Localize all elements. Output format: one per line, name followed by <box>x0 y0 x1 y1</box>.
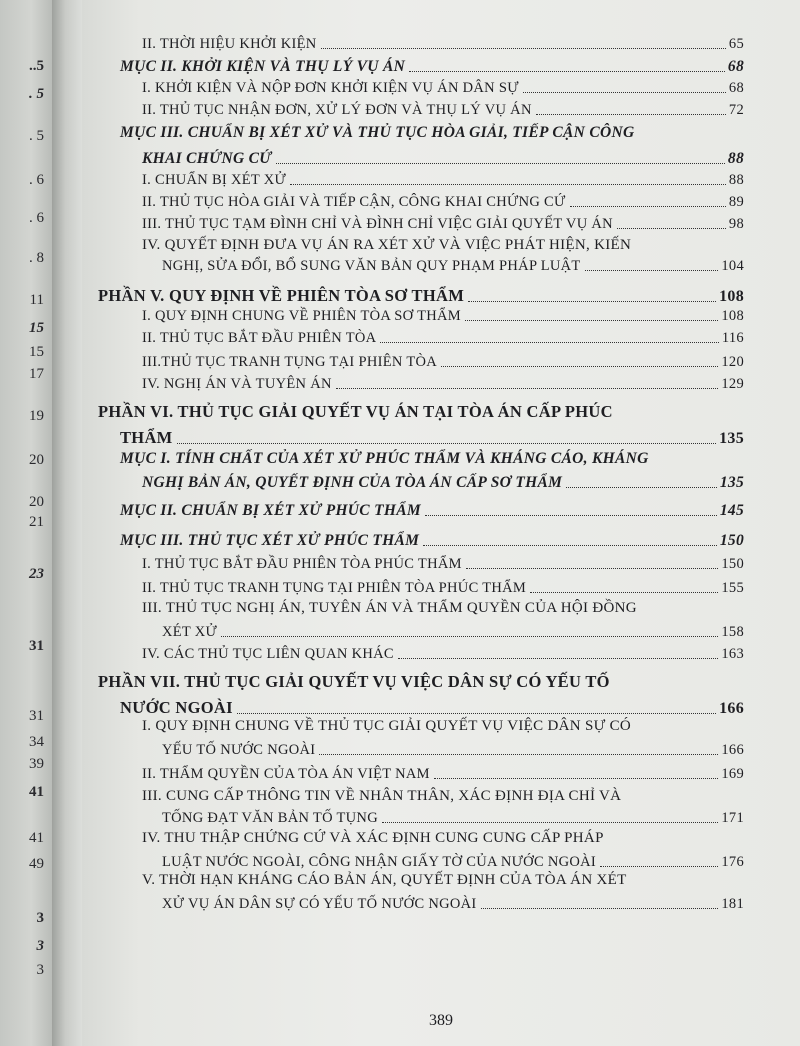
toc-entry-page: 181 <box>721 896 744 912</box>
toc-entry <box>142 150 744 168</box>
toc-entry-page: 150 <box>721 556 744 572</box>
toc-entry <box>98 286 744 306</box>
toc-entry-line1: III. THỦ TỤC NGHỊ ÁN, TUYÊN ÁN VÀ THẨM QUYỀN CỦA HỘI ĐỒNG <box>142 600 637 616</box>
toc-entry-line1: III. CUNG CẤP THÔNG TIN VỀ NHÂN THÂN, XÁC ĐỊNH ĐỊA CHỈ VÀ <box>142 788 622 804</box>
leader-dots <box>566 487 717 488</box>
leader-dots <box>319 754 718 755</box>
toc-entry-line1: IV. THU THẬP CHỨNG CỨ VÀ XÁC ĐỊNH CUNG CUNG CẤP PHÁP <box>142 830 604 846</box>
toc-entry <box>120 428 744 448</box>
left-page-number: 31 <box>29 638 44 654</box>
left-page-number: 3 <box>36 910 44 926</box>
book-gutter <box>52 0 82 1046</box>
toc-entry-title: MỤC II. CHUẨN BỊ XÉT XỬ PHÚC THẨM <box>120 502 421 519</box>
leader-dots <box>530 592 718 593</box>
toc-entry-title: NGHỊ BẢN ÁN, QUYẾT ĐỊNH CỦA TÒA ÁN CẤP SƠ THẨM <box>142 474 563 491</box>
toc-entry-page: 68 <box>728 80 744 96</box>
toc-entry <box>162 258 744 275</box>
toc-entry <box>142 646 744 663</box>
leader-dots <box>380 342 718 343</box>
leader-dots <box>237 713 716 714</box>
toc-entry-line1: PHẦN VII. THỦ TỤC GIẢI QUYẾT VỤ VIỆC DÂN SỰ CÓ YẾU TỐ <box>98 672 610 691</box>
left-page-number: 17 <box>29 366 44 382</box>
toc-entry-page: 158 <box>721 624 744 640</box>
left-page-number: 23 <box>29 566 44 582</box>
toc-entry-page: 129 <box>721 376 744 392</box>
leader-dots <box>617 228 726 229</box>
toc-entry <box>120 532 744 550</box>
toc-entry <box>142 308 744 325</box>
leader-dots <box>434 778 718 779</box>
toc-entry-title: NƯỚC NGOÀI <box>120 698 233 717</box>
toc-entry-page: 176 <box>721 854 744 870</box>
toc-entry-line1: IV. QUYẾT ĐỊNH ĐƯA VỤ ÁN RA XÉT XỬ VÀ VIỆC PHÁT HIỆN, KIẾN <box>142 237 632 253</box>
toc-entry-title: LUẬT NƯỚC NGOÀI, CÔNG NHẬN GIẤY TỜ CỦA NƯỚC NGOÀI <box>162 854 597 870</box>
left-page-number: 19 <box>29 408 44 424</box>
left-page-number: 21 <box>29 514 44 530</box>
toc-entry <box>142 580 744 597</box>
toc-entry-title: I. CHUẨN BỊ XÉT XỬ <box>142 172 287 188</box>
leader-dots <box>398 658 718 659</box>
toc-entry-page: 150 <box>719 532 744 549</box>
left-page-number: 41 <box>29 830 44 846</box>
leader-dots <box>221 636 718 637</box>
toc-entry-page: 72 <box>728 102 744 118</box>
toc-entry-title: KHAI CHỨNG CỨ <box>142 150 272 167</box>
toc-entry-page: 88 <box>727 150 744 167</box>
leader-dots <box>425 515 717 516</box>
toc-entry-title: IV. NGHỊ ÁN VÀ TUYÊN ÁN <box>142 376 332 392</box>
toc-entry-title: II. THẨM QUYỀN CỦA TÒA ÁN VIỆT NAM <box>142 766 430 782</box>
toc-page <box>82 0 800 1046</box>
toc-entry-title: NGHỊ, SỬA ĐỔI, BỔ SUNG VĂN BẢN QUY PHẠM PHÁP LUẬT <box>162 258 581 274</box>
toc-entry-page: 98 <box>728 216 744 232</box>
toc-entry-page: 120 <box>721 354 744 370</box>
left-page-number: . 6 <box>29 210 44 226</box>
toc-entry-title: III.THỦ TỤC TRANH TỤNG TẠI PHIÊN TÒA <box>142 354 438 370</box>
toc-entry <box>120 698 744 718</box>
left-page-number: . 5 <box>29 86 44 102</box>
toc-entry <box>142 194 744 211</box>
toc-entry <box>142 216 744 233</box>
left-page-number: 11 <box>29 292 44 308</box>
leader-dots <box>290 184 726 185</box>
toc-entry-page: 88 <box>728 172 744 188</box>
leader-dots <box>409 71 725 72</box>
toc-entry <box>162 896 744 913</box>
toc-entry <box>120 502 744 520</box>
toc-entry-line1: MỤC I. TÍNH CHẤT CỦA XÉT XỬ PHÚC THẨM VÀ KHÁNG CÁO, KHÁNG <box>120 450 649 467</box>
left-page-number: 15 <box>29 320 44 336</box>
leader-dots <box>465 320 718 321</box>
toc-entry-line1: V. THỜI HẠN KHÁNG CÁO BẢN ÁN, QUYẾT ĐỊNH CỦA TÒA ÁN XÉT <box>142 872 627 888</box>
toc-entry-title: I. QUY ĐỊNH CHUNG VỀ PHIÊN TÒA SƠ THẨM <box>142 308 461 324</box>
leader-dots <box>523 92 726 93</box>
toc-entry <box>142 474 744 492</box>
leader-dots <box>441 366 718 367</box>
left-page-number: . 5 <box>29 128 44 144</box>
left-page-number: 3 <box>36 962 44 978</box>
toc-entry-title: IV. CÁC THỦ TỤC LIÊN QUAN KHÁC <box>142 646 394 662</box>
toc-entry <box>142 80 744 97</box>
leader-dots <box>177 443 717 444</box>
page-number: 389 <box>429 1012 453 1029</box>
toc-entry-page: 116 <box>721 330 744 346</box>
toc-entry-title: II. THỦ TỤC BẮT ĐẦU PHIÊN TÒA <box>142 330 377 346</box>
toc-entry <box>162 742 744 759</box>
leader-dots <box>468 301 716 302</box>
toc-entry-title: TỐNG ĐẠT VĂN BẢN TỐ TỤNG <box>162 810 378 826</box>
toc-entry-page: 145 <box>719 502 744 519</box>
toc-entry-line1: MỤC III. CHUẨN BỊ XÉT XỬ VÀ THỦ TỤC HÒA GIẢI, TIẾP CẬN CÔNG <box>120 124 635 141</box>
toc-entry-title: II. THỦ TỤC HÒA GIẢI VÀ TIẾP CẬN, CÔNG KHAI CHỨNG CỨ <box>142 194 566 210</box>
toc-entry-page: 135 <box>719 430 744 447</box>
toc-entry <box>142 102 744 119</box>
toc-entry-title: XỬ VỤ ÁN DÂN SỰ CÓ YẾU TỐ NƯỚC NGOÀI <box>162 896 477 912</box>
left-page-number: 20 <box>29 494 44 510</box>
left-page-edge <box>0 0 52 1046</box>
left-page-number: . 6 <box>29 172 44 188</box>
toc-entry-title: MỤC II. KHỞI KIỆN VÀ THỤ LÝ VỤ ÁN <box>120 58 406 75</box>
toc-entry <box>162 854 744 871</box>
toc-entry <box>142 354 744 371</box>
toc-entry <box>162 810 744 827</box>
leader-dots <box>570 206 726 207</box>
leader-dots <box>536 114 726 115</box>
toc-entry-page: 169 <box>721 766 744 782</box>
leader-dots <box>423 545 717 546</box>
toc-entry-page: 108 <box>719 288 744 305</box>
toc-entry-page: 108 <box>721 308 744 324</box>
left-page-number: 34 <box>29 734 44 750</box>
left-page-number: 20 <box>29 452 44 468</box>
left-page-number: ..5 <box>29 58 44 74</box>
toc-entry-page: 135 <box>719 474 744 491</box>
leader-dots <box>481 908 719 909</box>
toc-entry-page: 68 <box>727 58 744 75</box>
toc-entry <box>120 58 744 76</box>
toc-entry-title: III. THỦ TỤC TẠM ĐÌNH CHỈ VÀ ĐÌNH CHỈ VIỆC GIẢI QUYẾT VỤ ÁN <box>142 216 613 232</box>
toc-entry <box>142 376 744 393</box>
toc-entry-title: I. THỦ TỤC BẮT ĐẦU PHIÊN TÒA PHÚC THẨM <box>142 556 462 572</box>
left-page-number: 15 <box>29 344 44 360</box>
toc-entry-title: II. THỦ TỤC TRANH TỤNG TẠI PHIÊN TÒA PHÚC THẨM <box>142 580 527 596</box>
toc-entry-title: II. THỜI HIỆU KHỞI KIỆN <box>142 36 317 52</box>
toc-entry <box>162 624 744 641</box>
toc-entry-title: PHẦN V. QUY ĐỊNH VỀ PHIÊN TÒA SƠ THẨM <box>98 286 465 305</box>
toc-entry-title: THẨM <box>120 428 173 447</box>
toc-entry-title: MỤC III. THỦ TỤC XÉT XỬ PHÚC THẨM <box>120 532 420 549</box>
toc-entry-title: I. KHỞI KIỆN VÀ NỘP ĐƠN KHỞI KIỆN VỤ ÁN DÂN SỰ <box>142 80 519 96</box>
leader-dots <box>600 866 718 867</box>
toc-entry-line1: I. QUY ĐỊNH CHUNG VỀ THỦ TỤC GIẢI QUYẾT VỤ VIỆC DÂN SỰ CÓ <box>142 718 632 734</box>
toc-entry <box>142 556 744 573</box>
leader-dots <box>382 822 718 823</box>
left-page-number: 3 <box>36 938 44 954</box>
toc-entry-page: 104 <box>721 258 744 274</box>
left-page-number: 49 <box>29 856 44 872</box>
toc-entry <box>142 36 744 53</box>
leader-dots <box>466 568 719 569</box>
leader-dots <box>276 163 725 164</box>
leader-dots <box>321 48 726 49</box>
toc-entry-page: 155 <box>721 580 744 596</box>
toc-entry-title: II. THỦ TỤC NHẬN ĐƠN, XỬ LÝ ĐƠN VÀ THỤ LÝ VỤ ÁN <box>142 102 532 118</box>
left-page-number: . 8 <box>29 250 44 266</box>
leader-dots <box>336 388 719 389</box>
left-page-number: 39 <box>29 756 44 772</box>
toc-entry-page: 163 <box>721 646 744 662</box>
left-page-number: 31 <box>29 708 44 724</box>
toc-entry-page: 65 <box>728 36 744 52</box>
toc-entry-title: XÉT XỬ <box>162 624 218 640</box>
toc-entry <box>142 330 744 347</box>
toc-entry <box>142 766 744 783</box>
toc-entry-page: 166 <box>719 700 744 717</box>
toc-entry <box>142 172 744 189</box>
left-page-number: 41 <box>29 784 44 800</box>
toc-entry-line1: PHẦN VI. THỦ TỤC GIẢI QUYẾT VỤ ÁN TẠI TÒA ÁN CẤP PHÚC <box>98 402 613 421</box>
leader-dots <box>585 270 719 271</box>
toc-entry-page: 89 <box>728 194 744 210</box>
toc-entry-page: 166 <box>721 742 744 758</box>
toc-entry-page: 171 <box>721 810 744 826</box>
toc-entry-title: YẾU TỐ NƯỚC NGOÀI <box>162 742 316 758</box>
